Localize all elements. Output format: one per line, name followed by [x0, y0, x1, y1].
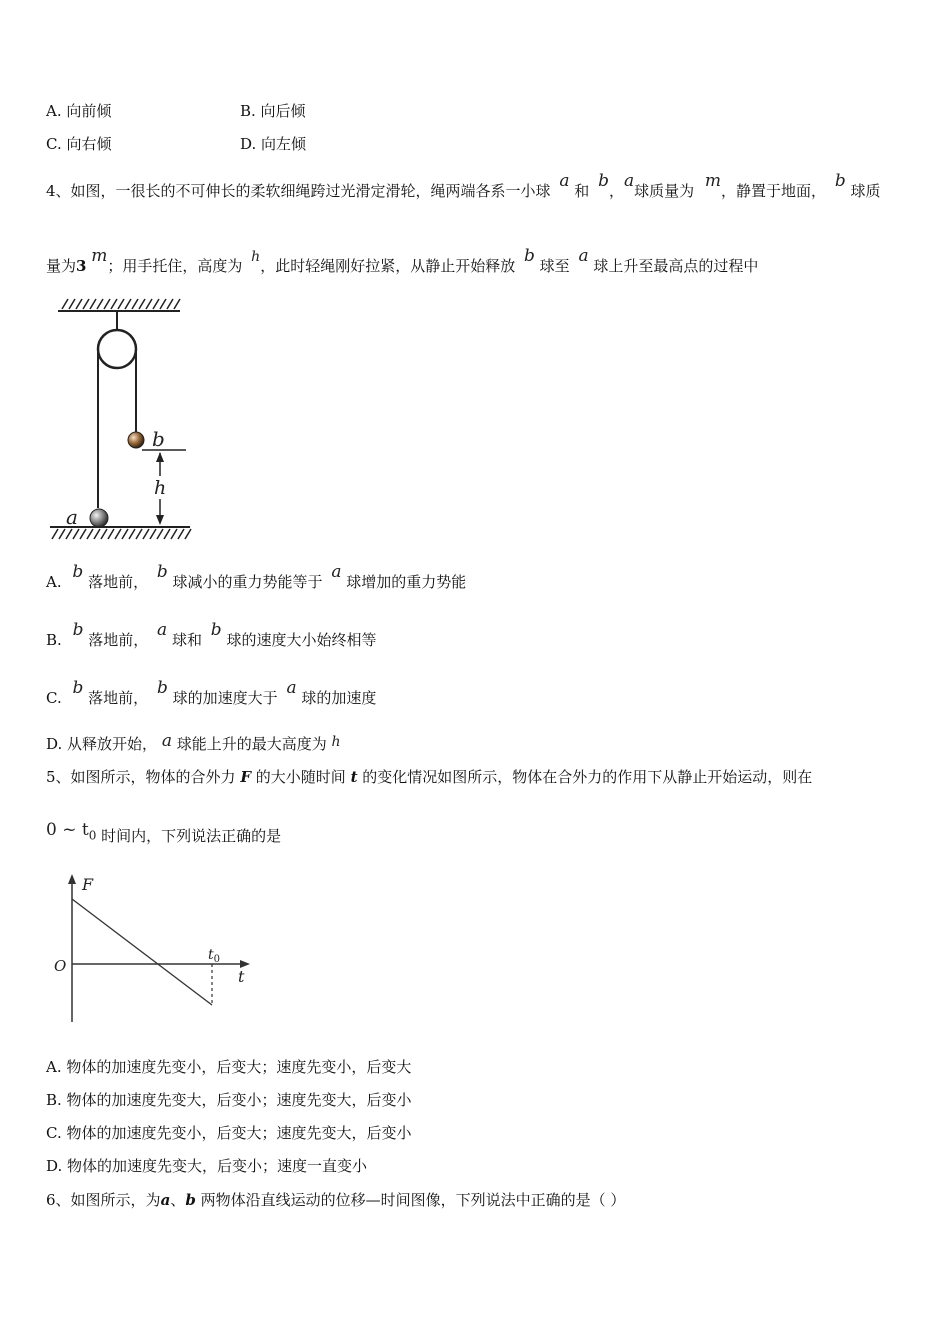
q3-option-a: A. 向前倾 — [46, 102, 112, 120]
q5-option-d: D. 物体的加速度先变大，后变小；速度一直变小 — [46, 1157, 368, 1175]
label-t0: $t_0$ — [208, 947, 221, 965]
q5-stem-line1: 5、如图所示，物体的合外力 F 的大小随时间 t 的变化情况如图所示，物体在合外力的作用下从静止开始运动，则在 — [46, 768, 813, 786]
q5-option-b: B. 物体的加速度先变大，后变小；速度先变大，后变小 — [46, 1091, 412, 1109]
label-F: F — [82, 875, 94, 894]
q3-option-b: B. 向后倾 — [240, 102, 306, 120]
force-line — [72, 899, 212, 1005]
symbol-b: b — [834, 171, 846, 191]
arrow-down-icon — [156, 515, 164, 525]
label-a: a — [66, 505, 78, 529]
arrow-up-icon — [68, 874, 76, 884]
label-b: b — [152, 427, 165, 451]
q4-option-c: C. b 落地前， b 球的加速度大于 a 球的加速度 — [46, 678, 377, 707]
q4-stem-line2: 量为3 m；用手托住，高度为 h，此时轻绳刚好拉紧，从静止开始释放 b 球至 a 球上升至最高点的过程中 — [46, 246, 759, 275]
ceiling-hatching — [62, 299, 180, 309]
q4-number: 4、 — [46, 182, 71, 200]
label-origin: O — [54, 957, 67, 975]
q4-option-b: B. b 落地前， a 球和 b 球的速度大小始终相等 — [46, 620, 377, 649]
symbol-b: b — [598, 171, 609, 191]
symbol-m: m — [704, 171, 722, 191]
pulley-figure — [44, 296, 194, 542]
time-range: 0 ~ $t_0$ — [46, 820, 97, 843]
q5-option-a: A. 物体的加速度先变小，后变大；速度先变小，后变大 — [46, 1058, 412, 1076]
symbol-b: b — [523, 246, 535, 266]
force-time-graph — [48, 870, 258, 1030]
q6-number: 6、 — [46, 1191, 71, 1209]
label-h: h — [154, 477, 167, 499]
symbol-a: a — [623, 171, 635, 191]
q4-stem-line1: 4、如图，一很长的不可伸长的柔软细绳跨过光滑定滑轮，绳两端各系一小球 a 和 b，a球质量为 m，静置于地面， b 球质 — [46, 171, 881, 200]
ground-hatching — [52, 529, 191, 539]
q4-option-d: D. 从释放开始， a 球能上升的最大高度为 h — [46, 731, 341, 753]
arrow-up-icon — [156, 452, 164, 462]
symbol-m: m — [91, 246, 108, 266]
q5-option-c: C. 物体的加速度先变小，后变大；速度先变大，后变小 — [46, 1124, 412, 1142]
q6-stem: 6、如图所示，为a、b 两物体沿直线运动的位移—时间图像，下列说法中正确的是（ ） — [46, 1191, 626, 1209]
symbol-a: a — [559, 171, 570, 191]
ball-a — [90, 509, 108, 527]
pulley-wheel — [98, 330, 136, 368]
symbol-a: a — [578, 246, 589, 266]
symbol-h: h — [251, 249, 261, 265]
ball-b — [128, 432, 144, 448]
q5-stem-line2: 0 ~ $t_0$ 时间内，下列说法正确的是 — [46, 820, 282, 845]
q5-number: 5、 — [46, 768, 71, 786]
q3-option-c: C. 向右倾 — [46, 135, 112, 153]
label-t: t — [238, 967, 245, 986]
q4-option-a: A. b 落地前， b 球减小的重力势能等于 a 球增加的重力势能 — [46, 562, 467, 591]
q3-option-d: D. 向左倾 — [240, 135, 307, 153]
